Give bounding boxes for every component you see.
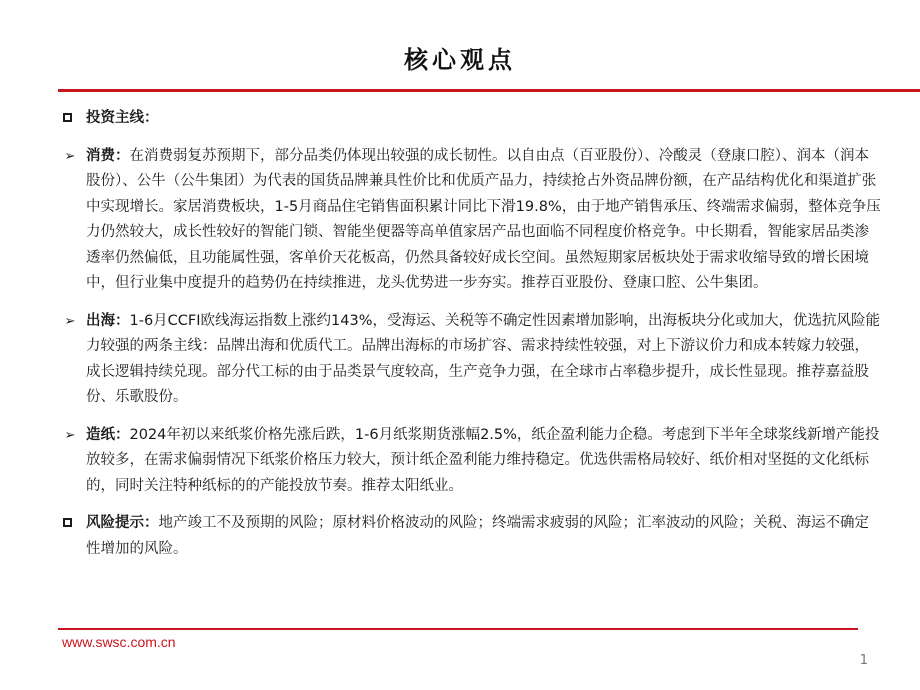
section-risk-warning <box>62 511 882 562</box>
section-text: 2024年初以来纸浆价格先涨后跌，1-6月纸浆期货涨幅2.5%，纸企盈利能力企稳。考虑到下半年全球浆线新增产能投放较多，在需求偏弱情况下纸浆价格压力较大，预计纸企盈利能力维持稳定。优选供需格局较好、纸价相对坚挺的文化纸标的，同时关注特种纸标的的产能投放节奏。推荐太阳纸业。 <box>86 426 880 494</box>
section-label: 造纸： <box>86 426 130 443</box>
arrow-bullet-icon: ➢ <box>64 313 76 329</box>
square-bullet-icon <box>63 518 72 527</box>
footer-divider <box>58 628 858 630</box>
section-investment-mainline <box>62 106 882 132</box>
section-overseas <box>62 309 882 411</box>
section-text: 1-6月CCFI欧线海运指数上涨约143%，受海运、关税等不确定性因素增加影响，出海板块分化或加大，优选抗风险能力较强的两条主线：品牌出海和优质代工。品牌出海标的市场扩容、需求持续性较强，对上下游议价力和成本转嫁力较强，成长逻辑持续兑现。部分代工标的由于品类景气度较高，生产竞争力强，在全球市占率稳步提升，成长性显现。推荐嘉益股份、乐歌股份。 <box>86 312 880 405</box>
arrow-bullet-icon: ➢ <box>64 148 76 164</box>
arrow-bullet-icon: ➢ <box>64 427 76 443</box>
section-paper <box>62 423 882 500</box>
section-text: 在消费弱复苏预期下，部分品类仍体现出较强的成长韧性。以自由点（百亚股份）、冷酸灵（登康口腔）、润本（润本股份）、公牛（公牛集团）为代表的国货品牌兼具性价比和优质产品力，持续抢占外资品牌份额，在产品结构优化和渠道扩张中实现增长。家居消费板块，1-5月商品住宅销售面积累计同比下滑19.8%，由于地产销售承压、终端需求偏弱，整体竞争压力仍然较大，成长性较好的智能门锁、智能坐便器等高单值家居产品也面临不同程度价格竞争。中长期看，智能家居品类渗透率仍然偏低，且功能属性强，客单价天花板高，仍然具备较好成长空间。虽然短期家居板块处于需求收缩导致的增长困境中，但行业集中度提升的趋势仍在持续推进，龙头优势进一步夯实。推荐百亚股份、登康口腔、公牛集团。 <box>86 147 881 291</box>
section-label: 消费： <box>86 147 130 164</box>
section-consumption <box>62 144 882 297</box>
square-bullet-icon <box>63 113 72 122</box>
page-number: 1 <box>859 653 868 668</box>
section-label: 风险提示： <box>86 515 159 531</box>
section-text: 地产竣工不及预期的风险；原材料价格波动的风险；终端需求疲弱的风险；汇率波动的风险；关税、海运不确定性增加的风险。 <box>86 515 869 557</box>
content-body <box>62 106 882 574</box>
footer-url-link[interactable]: www.swsc.com.cn <box>62 634 176 650</box>
title-divider <box>58 89 920 92</box>
section-label: 投资主线： <box>86 110 159 126</box>
page-title: 核心观点 <box>404 46 516 74</box>
section-label: 出海： <box>86 312 130 329</box>
